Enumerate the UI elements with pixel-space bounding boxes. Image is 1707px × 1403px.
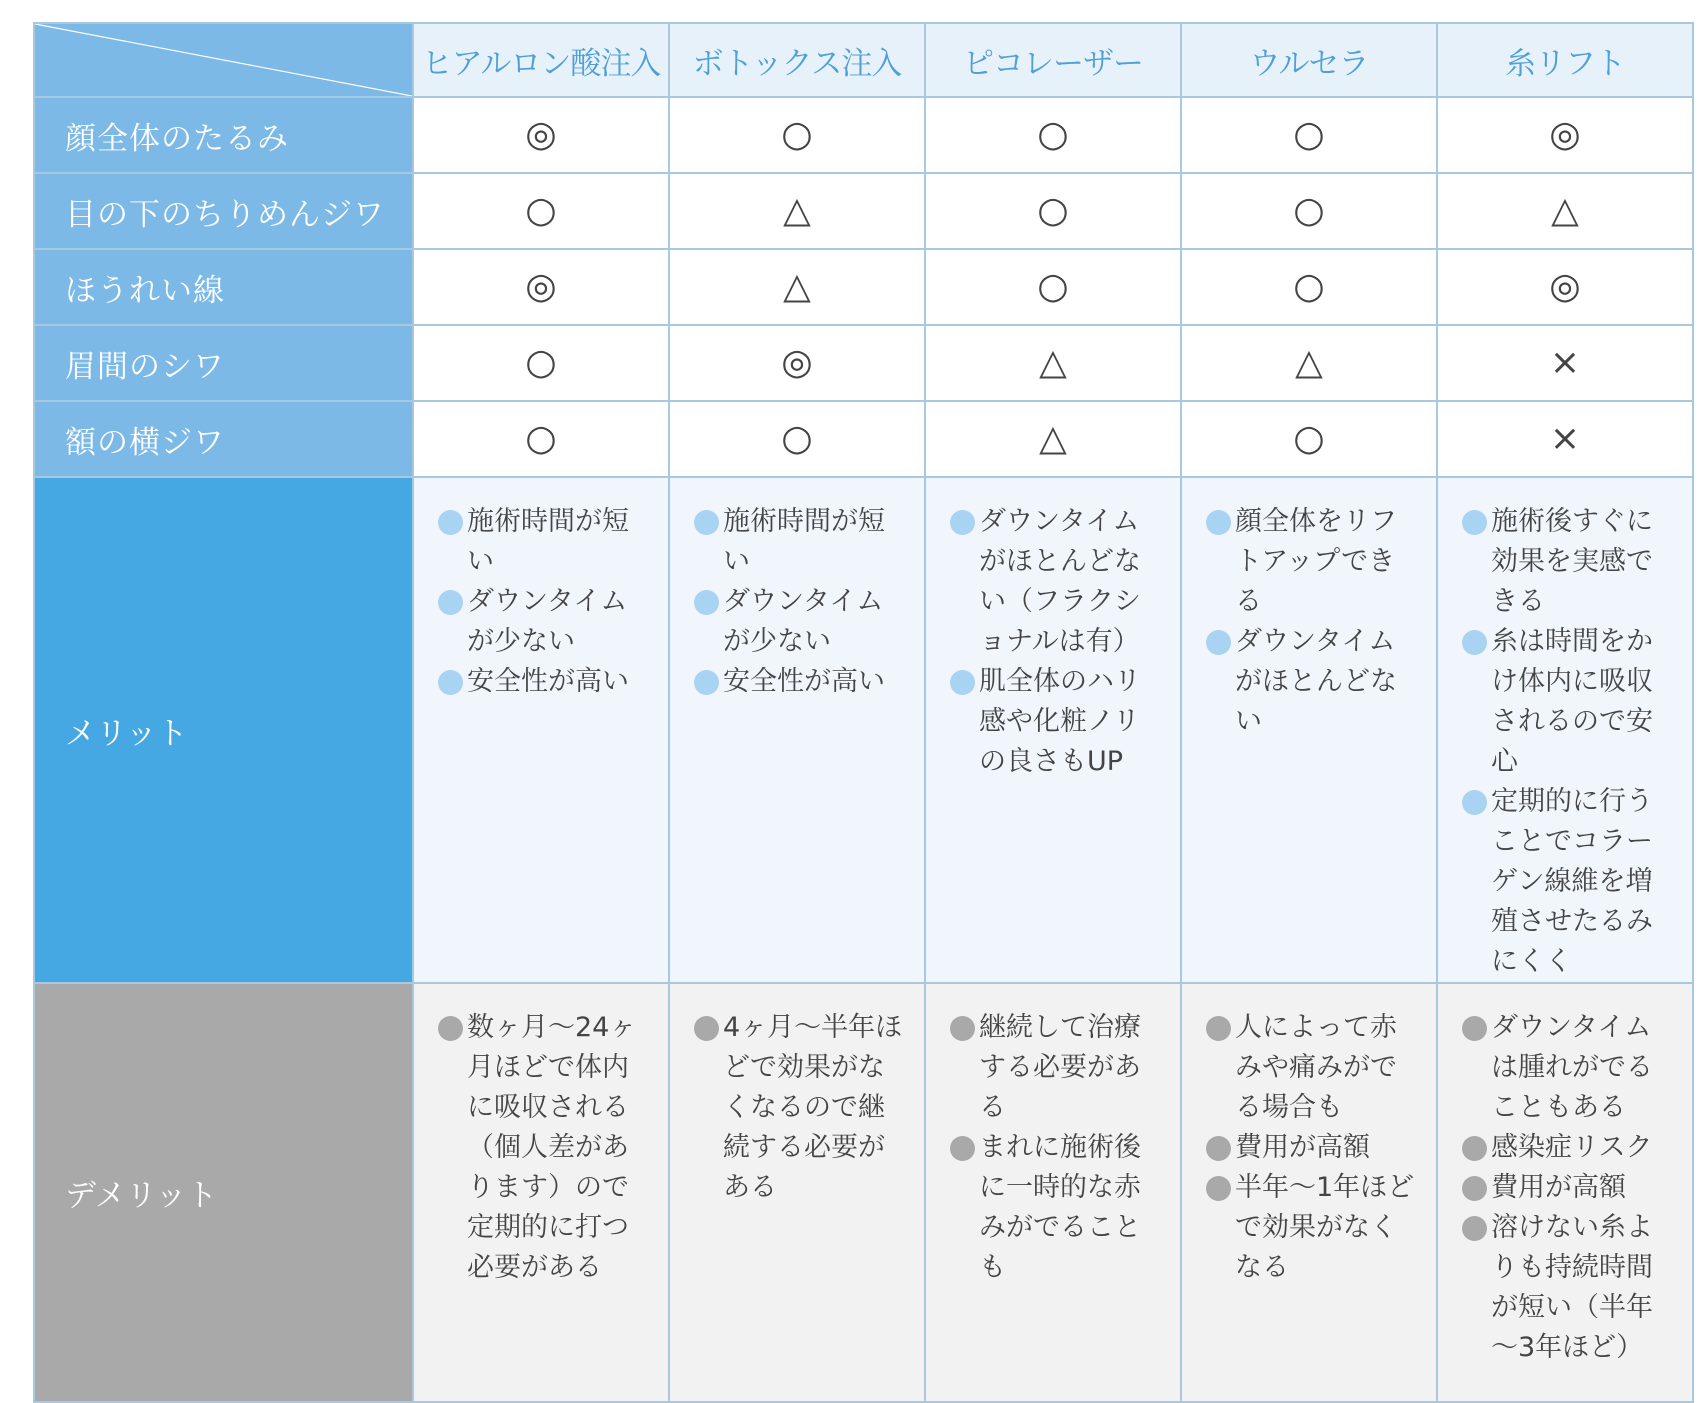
merit-text: 安全性が高い (723, 666, 885, 697)
corner-cell (34, 23, 413, 97)
rating-mark: ◎ (1437, 249, 1693, 325)
demerit-list (1206, 1008, 1420, 1288)
rating-mark: ○ (925, 173, 1181, 249)
merit-text: 顔全体をリフトアップできる (1235, 506, 1397, 617)
merit-point (438, 582, 652, 662)
treatment-header: ヒアルロン酸注入 (413, 23, 669, 97)
bullet-dot-icon (438, 510, 463, 535)
bullet-dot-icon (438, 1016, 463, 1041)
merit-row (34, 477, 1693, 983)
concern-label: 眉間のシワ (34, 325, 413, 401)
merit-text: 施術後すぐに効果を実感できる (1491, 506, 1653, 617)
concern-label: 顔全体のたるみ (34, 97, 413, 173)
rating-mark: ○ (1181, 249, 1437, 325)
rating-mark: ○ (1181, 97, 1437, 173)
demerit-point (1206, 1128, 1420, 1168)
rating-mark: ○ (925, 97, 1181, 173)
bullet-dot-icon (1206, 1016, 1231, 1041)
demerit-text: 感染症リスク (1491, 1132, 1653, 1163)
treatment-header: ウルセラ (1181, 23, 1437, 97)
treatment-header: 糸リフト (1437, 23, 1693, 97)
bullet-dot-icon (1206, 1136, 1231, 1161)
rating-mark: ◎ (669, 325, 925, 401)
bullet-dot-icon (1206, 510, 1231, 535)
rating-mark: △ (925, 401, 1181, 477)
rating-row (34, 173, 1693, 249)
merit-text: 肌全体のハリ感や化粧ノリの良さもUP (979, 666, 1141, 777)
bullet-dot-icon (950, 670, 975, 695)
concern-label: ほうれい線 (34, 249, 413, 325)
bullet-dot-icon (694, 590, 719, 615)
rating-row (34, 249, 1693, 325)
bullet-dot-icon (1462, 1216, 1487, 1241)
merit-point (1462, 502, 1676, 622)
demerit-text: 継続して治療する必要がある (979, 1012, 1141, 1123)
demerit-list (694, 1008, 908, 1208)
merit-text: 施術時間が短い (723, 506, 885, 577)
merit-point (1462, 622, 1676, 782)
merit-cell (413, 477, 669, 983)
merit-point (694, 582, 908, 662)
rating-mark: △ (1437, 173, 1693, 249)
rating-mark: ◎ (413, 97, 669, 173)
merit-point (438, 662, 652, 702)
merit-point (694, 502, 908, 582)
demerit-point (438, 1008, 652, 1288)
merit-point (694, 662, 908, 702)
demerit-point (950, 1128, 1164, 1288)
merit-list (1462, 502, 1676, 982)
demerit-cell (925, 983, 1181, 1402)
demerit-point (950, 1008, 1164, 1128)
merit-text: 施術時間が短い (467, 506, 629, 577)
merit-list (950, 502, 1164, 782)
demerit-point (1206, 1008, 1420, 1128)
demerit-point (1462, 1128, 1676, 1168)
rating-mark: ○ (1181, 173, 1437, 249)
treatment-header: ピコレーザー (925, 23, 1181, 97)
demerit-cell (1437, 983, 1693, 1402)
rating-mark: ○ (669, 401, 925, 477)
demerit-point (694, 1008, 908, 1208)
rating-mark: △ (1181, 325, 1437, 401)
treatment-comparison-table (33, 22, 1694, 1403)
demerit-text: 費用が高額 (1235, 1132, 1370, 1163)
rating-mark: ◎ (1437, 97, 1693, 173)
demerit-list (1462, 1008, 1676, 1368)
demerit-text: 溶けない糸よりも持続時間が短い（半年～3年ほど） (1491, 1212, 1653, 1363)
rating-mark: ○ (413, 325, 669, 401)
header-row (34, 23, 1693, 97)
bullet-dot-icon (1462, 630, 1487, 655)
bullet-dot-icon (1462, 1176, 1487, 1201)
bullet-dot-icon (1206, 1176, 1231, 1201)
demerit-text: 数ヶ月～24ヶ月ほどで体内に吸収される（個人差があります）ので定期的に打つ必要がある (467, 1012, 637, 1283)
merit-text: ダウンタイムが少ない (467, 586, 628, 657)
merit-list (438, 502, 652, 702)
merit-point (438, 502, 652, 582)
merit-point (950, 502, 1164, 662)
merit-text: ダウンタイムがほとんどない (1235, 626, 1397, 737)
demerit-point (1462, 1008, 1676, 1128)
merit-cell (669, 477, 925, 983)
concern-label: 目の下のちりめんジワ (34, 173, 413, 249)
merit-cell (1437, 477, 1693, 983)
merit-point (1206, 502, 1420, 622)
merit-point (1462, 782, 1676, 982)
demerit-text: ダウンタイムは腫れがでることもある (1491, 1012, 1653, 1123)
demerit-list (950, 1008, 1164, 1288)
demerit-label: デメリット (34, 983, 413, 1402)
demerit-cell (413, 983, 669, 1402)
treatment-header: ボトックス注入 (669, 23, 925, 97)
bullet-dot-icon (1462, 1136, 1487, 1161)
rating-mark: ○ (669, 97, 925, 173)
demerit-point (1206, 1168, 1420, 1288)
demerit-text: 費用が高額 (1491, 1172, 1626, 1203)
merit-cell (1181, 477, 1437, 983)
demerit-cell (669, 983, 925, 1402)
bullet-dot-icon (438, 590, 463, 615)
merit-list (694, 502, 908, 702)
merit-point (1206, 622, 1420, 742)
rating-mark: △ (669, 173, 925, 249)
bullet-dot-icon (694, 670, 719, 695)
rating-mark: × (1437, 401, 1693, 477)
bullet-dot-icon (438, 670, 463, 695)
merit-text: ダウンタイムがほとんどない（フラクショナルは有） (979, 506, 1141, 657)
demerit-list (438, 1008, 652, 1288)
demerit-point (1462, 1208, 1676, 1368)
merit-text: 定期的に行うことでコラーゲン線維を増殖させたるみにくく (1491, 786, 1653, 977)
rating-mark: △ (925, 325, 1181, 401)
rating-mark: ○ (413, 173, 669, 249)
rating-mark: × (1437, 325, 1693, 401)
merit-point (950, 662, 1164, 782)
merit-text: 安全性が高い (467, 666, 629, 697)
demerit-text: 半年～1年ほどで効果がなくなる (1235, 1172, 1415, 1283)
merit-text: 糸は時間をかけ体内に吸収されるので安心 (1491, 626, 1653, 777)
bullet-dot-icon (694, 1016, 719, 1041)
demerit-text: 人によって赤みや痛みがでる場合も (1235, 1012, 1397, 1123)
rating-row (34, 97, 1693, 173)
demerit-text: まれに施術後に一時的な赤みがでることも (979, 1132, 1141, 1283)
bullet-dot-icon (1206, 630, 1231, 655)
bullet-dot-icon (1462, 1016, 1487, 1041)
rating-mark: ○ (413, 401, 669, 477)
bullet-dot-icon (950, 1136, 975, 1161)
rating-row (34, 325, 1693, 401)
rating-mark: ○ (925, 249, 1181, 325)
bullet-dot-icon (694, 510, 719, 535)
rating-mark: ◎ (413, 249, 669, 325)
concern-label: 額の横ジワ (34, 401, 413, 477)
bullet-dot-icon (950, 510, 975, 535)
merit-list (1206, 502, 1420, 742)
demerit-text: 4ヶ月～半年ほどで効果がなくなるので継続する必要がある (723, 1012, 903, 1203)
rating-mark: ○ (1181, 401, 1437, 477)
bullet-dot-icon (1462, 510, 1487, 535)
bullet-dot-icon (950, 1016, 975, 1041)
rating-mark: △ (669, 249, 925, 325)
bullet-dot-icon (1462, 790, 1487, 815)
rating-row (34, 401, 1693, 477)
merit-label: メリット (34, 477, 413, 983)
diagonal-line-icon (35, 24, 412, 96)
demerit-cell (1181, 983, 1437, 1402)
demerit-row (34, 983, 1693, 1402)
merit-cell (925, 477, 1181, 983)
merit-text: ダウンタイムが少ない (723, 586, 884, 657)
demerit-point (1462, 1168, 1676, 1208)
